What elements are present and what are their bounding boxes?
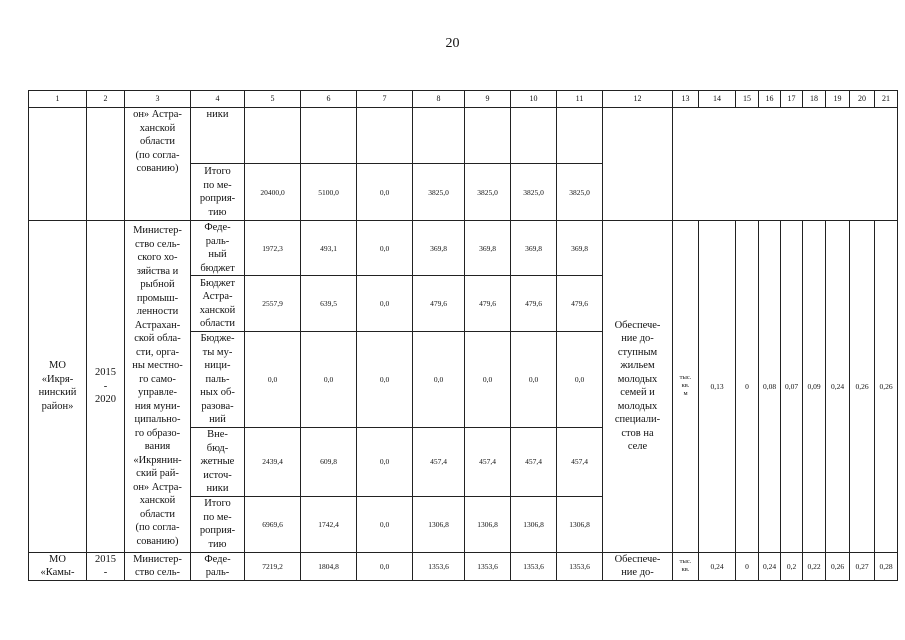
value-cell: [245, 108, 301, 164]
value-cell: 5100,0: [301, 164, 357, 221]
value-cell: 457,4: [465, 428, 511, 497]
table-row: [29, 108, 898, 164]
indicator-value: 0: [736, 221, 759, 553]
value-cell: 3825,0: [413, 164, 465, 221]
col-header: 7: [357, 91, 413, 108]
indicator-cell: Обеспече- ние до-: [603, 552, 673, 580]
value-cell: 3825,0: [557, 164, 603, 221]
value-cell: 639,5: [301, 276, 357, 332]
source-cell: Феде- раль-: [191, 552, 245, 580]
col-header: 8: [413, 91, 465, 108]
value-cell: 1306,8: [557, 496, 603, 552]
value-cell: 457,4: [511, 428, 557, 497]
executor-cell: Министер- ство сель-: [125, 552, 191, 580]
indicator-value: 0,26: [875, 221, 898, 553]
source-cell: Вне- бюд- жетные источ- ники: [191, 428, 245, 497]
source-cell: Итого по ме- роприя- тию: [191, 496, 245, 552]
value-cell: 1306,8: [465, 496, 511, 552]
indicator-values-cell: [673, 108, 898, 221]
value-cell: 3825,0: [511, 164, 557, 221]
value-cell: 0,0: [357, 428, 413, 497]
value-cell: 479,6: [413, 276, 465, 332]
page-number: 20: [445, 36, 460, 51]
col-header: 12: [603, 91, 673, 108]
value-cell: 1353,6: [511, 552, 557, 580]
value-cell: 2557,9: [245, 276, 301, 332]
value-cell: [357, 108, 413, 164]
header-row: [29, 91, 898, 108]
period-cell: [87, 108, 125, 221]
value-cell: [413, 108, 465, 164]
value-cell: 457,4: [557, 428, 603, 497]
table-row: [29, 552, 898, 580]
value-cell: [465, 108, 511, 164]
value-cell: [511, 108, 557, 164]
value-cell: 0,0: [413, 332, 465, 428]
col-header: 10: [511, 91, 557, 108]
value-cell: 7219,2: [245, 552, 301, 580]
value-cell: 0,0: [557, 332, 603, 428]
indicator-value: 0,24: [699, 552, 736, 580]
value-cell: 20400,0: [245, 164, 301, 221]
value-cell: 369,8: [511, 221, 557, 276]
indicator-value: 0,24: [826, 221, 850, 553]
col-header: 1: [29, 91, 87, 108]
value-cell: 479,6: [557, 276, 603, 332]
col-header: 9: [465, 91, 511, 108]
value-cell: 457,4: [413, 428, 465, 497]
col-header: 3: [125, 91, 191, 108]
value-cell: 0,0: [357, 496, 413, 552]
indicator-cell: Обеспече- ние до- ступным жильем молодых семей и молодых специали- стов на селе: [603, 221, 673, 553]
col-header: 19: [826, 91, 850, 108]
mo-cell: МО «Икря- нинский район»: [29, 221, 87, 553]
value-cell: 369,8: [557, 221, 603, 276]
indicator-value: 0,26: [826, 552, 850, 580]
source-cell: Итого по ме- роприя- тию: [191, 164, 245, 221]
source-cell: Феде- раль- ный бюджет: [191, 221, 245, 276]
indicator-value: 0,08: [759, 221, 781, 553]
source-cell: ники: [191, 108, 245, 164]
col-header: 15: [736, 91, 759, 108]
indicator-value: 0,2: [781, 552, 803, 580]
value-cell: 1353,6: [413, 552, 465, 580]
value-cell: 0,0: [357, 276, 413, 332]
program-table: [28, 90, 898, 581]
table-row: [29, 221, 898, 276]
mo-cell: МО «Камы-: [29, 552, 87, 580]
indicator-value: 0,09: [803, 221, 826, 553]
indicator-value: 0,24: [759, 552, 781, 580]
indicator-value: 0,26: [850, 221, 875, 553]
source-cell: Бюдже- ты му- ници- паль- ных об- разова- ний: [191, 332, 245, 428]
value-cell: [301, 108, 357, 164]
value-cell: 0,0: [357, 164, 413, 221]
value-cell: 1306,8: [413, 496, 465, 552]
value-cell: 1353,6: [557, 552, 603, 580]
unit-cell: тыс. кв.: [673, 552, 699, 580]
period-cell: 2015 - 2020: [87, 221, 125, 553]
value-cell: 479,6: [511, 276, 557, 332]
value-cell: 0,0: [465, 332, 511, 428]
col-header: 6: [301, 91, 357, 108]
col-header: 16: [759, 91, 781, 108]
value-cell: 1742,4: [301, 496, 357, 552]
value-cell: 369,8: [413, 221, 465, 276]
col-header: 11: [557, 91, 603, 108]
indicator-value: 0,27: [850, 552, 875, 580]
value-cell: 0,0: [357, 332, 413, 428]
value-cell: 609,8: [301, 428, 357, 497]
indicator-value: 0,07: [781, 221, 803, 553]
value-cell: 369,8: [465, 221, 511, 276]
col-header: 2: [87, 91, 125, 108]
mo-cell: [29, 108, 87, 221]
value-cell: 0,0: [245, 332, 301, 428]
source-cell: Бюджет Астра- ханской области: [191, 276, 245, 332]
value-cell: 0,0: [511, 332, 557, 428]
value-cell: 1306,8: [511, 496, 557, 552]
value-cell: [557, 108, 603, 164]
period-cell: 2015 -: [87, 552, 125, 580]
value-cell: 2439,4: [245, 428, 301, 497]
value-cell: 0,0: [357, 552, 413, 580]
value-cell: 0,0: [357, 221, 413, 276]
indicator-cell: [603, 108, 673, 221]
col-header: 21: [875, 91, 898, 108]
col-header: 14: [699, 91, 736, 108]
value-cell: 1972,3: [245, 221, 301, 276]
indicator-value: 0,28: [875, 552, 898, 580]
executor-cell: он» Астра- ханской области (по согла- сованию): [125, 108, 191, 221]
col-header: 17: [781, 91, 803, 108]
indicator-value: 0: [736, 552, 759, 580]
executor-cell: Министер- ство сель- ского хо- зяйства и рыбной промыш- ленности Астрахан- ской обла- сти, орга- ны местно- го само- управле- ния муни- ципально- го образо- вания «Икрянин- ский рай- он» Астра- ханской области (по согла- сованию): [125, 221, 191, 553]
indicator-value: 0,13: [699, 221, 736, 553]
value-cell: 479,6: [465, 276, 511, 332]
col-header: 18: [803, 91, 826, 108]
value-cell: 1804,8: [301, 552, 357, 580]
unit-cell: тыс. кв. м: [673, 221, 699, 553]
col-header: 5: [245, 91, 301, 108]
value-cell: 1353,6: [465, 552, 511, 580]
value-cell: 3825,0: [465, 164, 511, 221]
value-cell: 493,1: [301, 221, 357, 276]
col-header: 13: [673, 91, 699, 108]
value-cell: 0,0: [301, 332, 357, 428]
col-header: 4: [191, 91, 245, 108]
col-header: 20: [850, 91, 875, 108]
indicator-value: 0,22: [803, 552, 826, 580]
value-cell: 6969,6: [245, 496, 301, 552]
